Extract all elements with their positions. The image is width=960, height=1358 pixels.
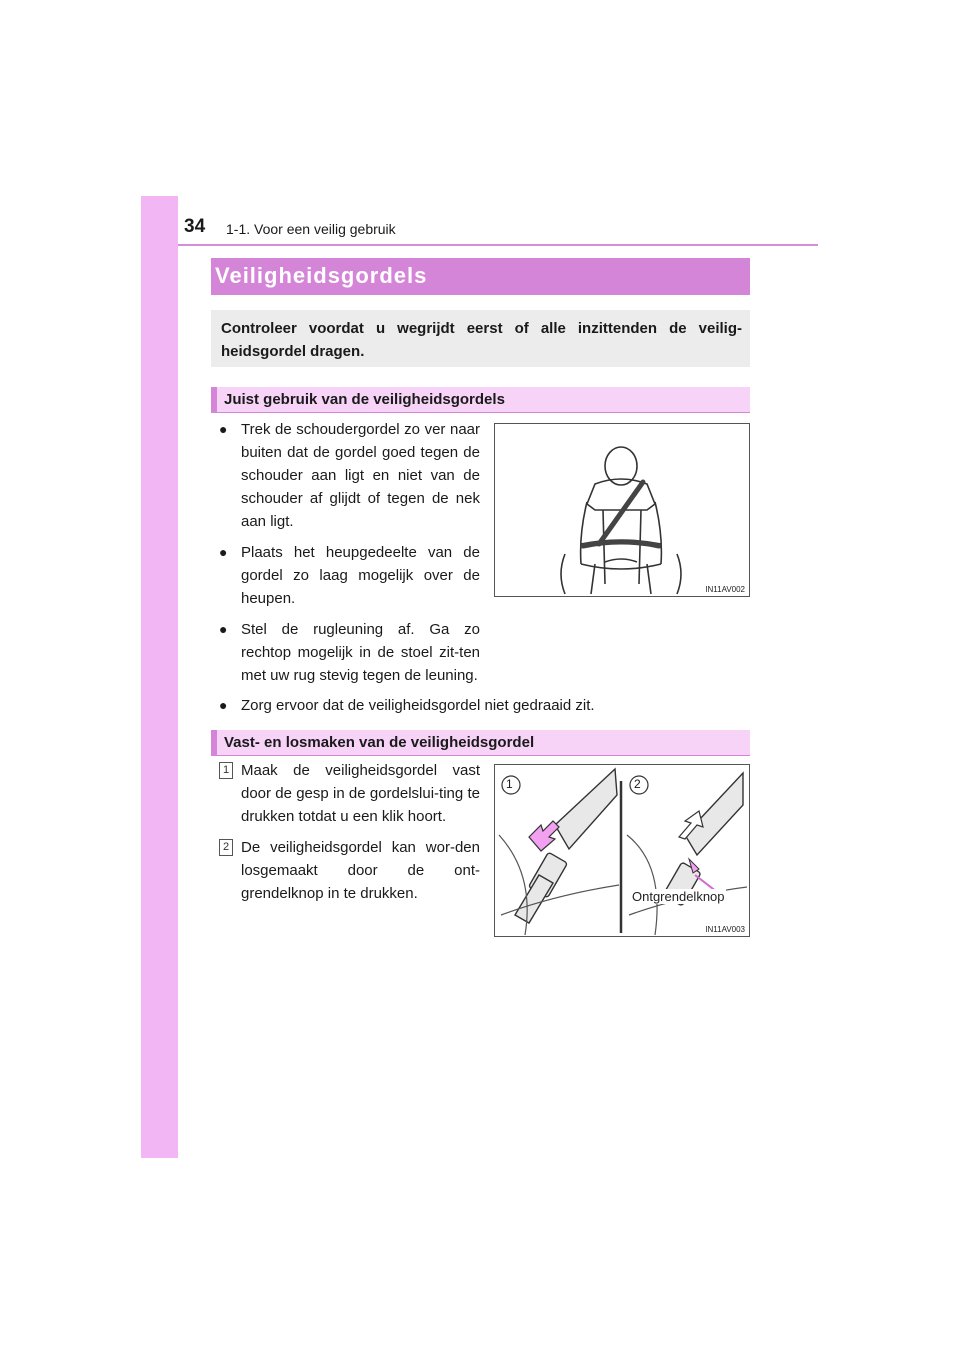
list-item: ● Zorg ervoor dat de veiligheidsgordel niet gedraaid zit.	[219, 694, 761, 717]
intro-box: Controleer voordat u wegrijdt eerst of alle inzittenden de veilig-heidsgordel dragen.	[211, 310, 750, 367]
bullet-icon: ●	[219, 621, 228, 637]
buckle-figure	[494, 764, 750, 937]
list-item: ● Stel de rugleuning af. Ga zo rechtop mogelijk in de stoel zit-ten met uw rug stevig tegen de leuning.	[219, 618, 480, 687]
bullet-icon: ●	[219, 697, 228, 713]
bullet-icon: ●	[219, 421, 228, 437]
chapter-side-tab	[141, 196, 178, 1158]
seated-person-figure	[494, 423, 750, 597]
list-item: ● Plaats het heupgedeelte van de gordel zo laag mogelijk over de heupen.	[219, 541, 480, 610]
step-list	[219, 759, 480, 913]
step-number-2: 2	[219, 839, 233, 856]
figure-code: IN11AV002	[705, 585, 745, 594]
list-item: 2 De veiligheidsgordel kan wor-den losgemaakt door de ont-grendelknop in te drukken.	[219, 836, 480, 905]
release-button-label: Ontgrendelknop	[632, 889, 725, 904]
figure-code: IN11AV003	[705, 925, 745, 934]
subheading-proper-use: Juist gebruik van de veiligheidsgordels	[211, 387, 750, 413]
subheading-fastening: Vast- en losmaken van de veiligheidsgordel	[211, 730, 750, 756]
page-number: 34	[184, 216, 206, 237]
buckle-illustration	[495, 765, 749, 936]
running-header: 1-1. Voor een veilig gebruik	[226, 221, 396, 237]
header-rule	[178, 244, 818, 246]
list-item: ● Trek de schoudergordel zo ver naar buiten dat de gordel goed tegen de schouder aan ligt en niet van de schouder af glijdt of tegen de nek aan ligt.	[219, 418, 480, 533]
bullet-list	[219, 418, 480, 695]
panel-number-2: 2	[634, 777, 641, 791]
panel-number-1: 1	[506, 777, 513, 791]
bullet-icon: ●	[219, 544, 228, 560]
section-title: Veiligheidsgordels	[211, 258, 750, 295]
seatbelt-person-illustration	[495, 424, 749, 596]
list-item: 1 Maak de veiligheidsgordel vast door de gesp in de gordelslui-ting te drukken totdat u een klik hoort.	[219, 759, 480, 828]
step-number-1: 1	[219, 762, 233, 779]
